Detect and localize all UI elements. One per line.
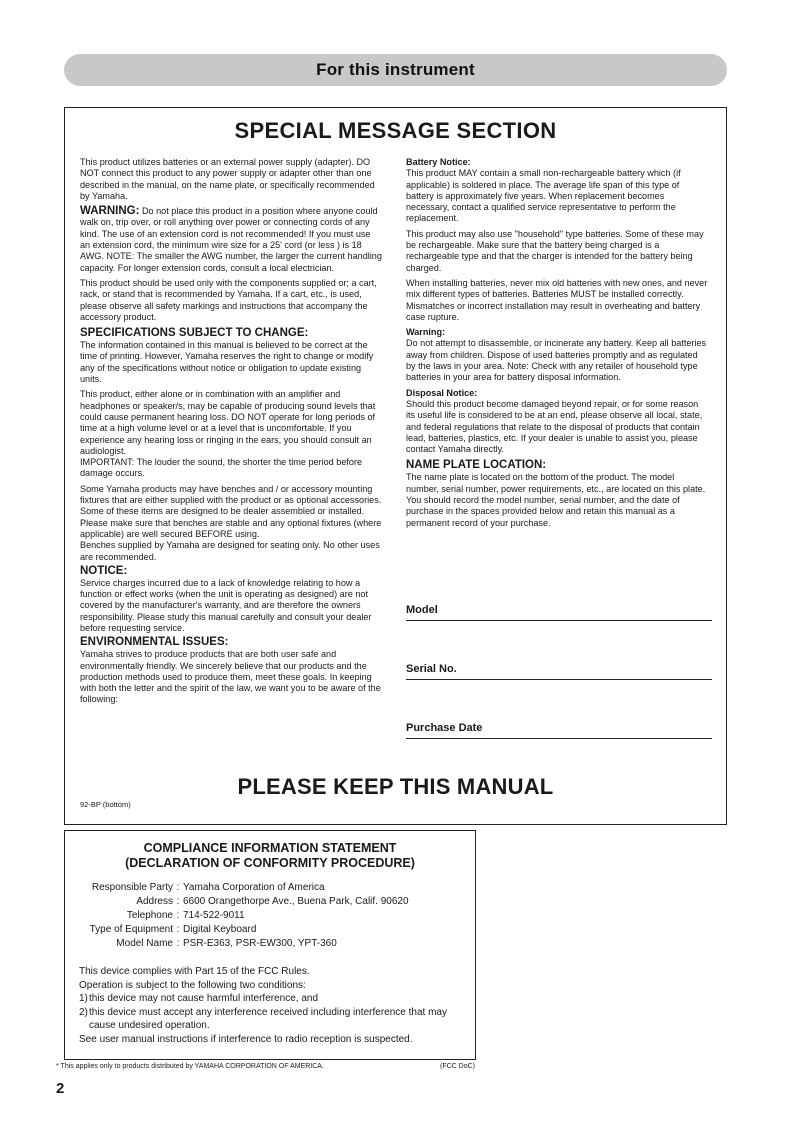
benches-paragraph-2: Benches supplied by Yamaha are designed for seating only. No other uses are recommended. bbox=[80, 540, 380, 562]
notice-heading: NOTICE: bbox=[80, 564, 128, 577]
condition-text: this device must accept any interference received including interference that may cause undesired operation. bbox=[89, 1006, 447, 1031]
fcc-line: This device complies with Part 15 of the FCC Rules. bbox=[79, 966, 310, 977]
info-value: Yamaha Corporation of America bbox=[183, 882, 325, 893]
section-banner: For this instrument bbox=[64, 54, 727, 86]
info-value: 714-522-9011 bbox=[183, 910, 245, 921]
environmental-paragraph: Yamaha strives to produce products that are both user safe and environmentally friendly. We sincerely believe that our products and the production methods used to produce them, meet these goals. In keeping with both the letter and the spirit of the law, we want you to be aware of the following: bbox=[80, 649, 381, 705]
condition-item bbox=[79, 992, 465, 1006]
hearing-paragraph: This product, either alone or in combination with an amplifier and headphones or speaker/s, may be capable of producing sound levels that could cause permanent hearing loss. DO NOT operate for long periods of time at a high volume level or at a level that is uncomfortable. If you experience any hearing loss or ringing in the ears, you should consult an audiologist. bbox=[80, 389, 376, 456]
battery-warning-heading: Warning: bbox=[406, 327, 446, 338]
serial-number-field[interactable] bbox=[406, 663, 712, 680]
components-paragraph: This product should be used only with the components supplied or; a cart, rack, or stand that is recommended by Yamaha. If a cart, etc., is used, please observe all safety markings and instructions that accompany the accessory product. bbox=[80, 277, 377, 322]
important-paragraph: IMPORTANT: The louder the sound, the shorter the time period before damage occurs. bbox=[80, 457, 363, 479]
fcc-line: Operation is subject to the following two conditions: bbox=[79, 979, 306, 991]
warning-label: WARNING: bbox=[80, 205, 140, 218]
battery-notice-paragraph: This product MAY contain a small non-rechargeable battery which (if applicable) is soldered in place. The average life span of this type of battery is approximately five years. When replacement becomes necessary, contact a qualified service representative to perform the replacement. bbox=[406, 168, 681, 224]
compliance-box bbox=[64, 830, 476, 1060]
model-field[interactable] bbox=[406, 604, 712, 621]
spec-paragraph: The information contained in this manual is believed to be correct at the time of printing. However, Yamaha reserves the right to change or modify any of the specifications without notice or obligation to update existing units. bbox=[80, 340, 374, 385]
compliance-title bbox=[65, 841, 475, 871]
right-column bbox=[406, 157, 709, 533]
spec-heading: SPECIFICATIONS SUBJECT TO CHANGE: bbox=[80, 327, 309, 340]
info-label: Responsible Party bbox=[91, 882, 173, 893]
condition-text: this device may not cause harmful interference, and bbox=[89, 993, 319, 1004]
serial-label: Serial No. bbox=[406, 663, 457, 675]
info-row: Model Name : PSR-E363, PSR-EW300, YPT-360 bbox=[77, 937, 409, 951]
battery-warning-paragraph: Do not attempt to disassemble, or incinerate any battery. Keep all batteries away from children. Dispose of used batteries promptly and as regulated by the laws in your area. Note: Check with any retailer of household type batteries in your area for battery disposal information. bbox=[406, 338, 707, 383]
info-row: Telephone : 714-522-9011 bbox=[77, 909, 409, 923]
environmental-heading: ENVIRONMENTAL ISSUES: bbox=[80, 636, 229, 649]
household-battery-paragraph: This product may also use "household" type batteries. Some of these may be rechargeable. Make sure that the battery being charged is a rechargeable type and that the charger is intended for the battery being charged. bbox=[406, 228, 704, 273]
reference-code: 92-BP (bottom) bbox=[80, 800, 131, 809]
fcc-line: See user manual instructions if interference to radio reception is suspected. bbox=[79, 1033, 413, 1045]
info-value: Digital Keyboard bbox=[183, 924, 257, 935]
compliance-title-line-2: (DECLARATION OF CONFORMITY PROCEDURE) bbox=[125, 856, 415, 870]
purchase-date-label: Purchase Date bbox=[406, 722, 483, 734]
condition-number: 2) bbox=[79, 1006, 88, 1018]
info-row: Type of Equipment : Digital Keyboard bbox=[77, 923, 409, 937]
footnote-doc: (FCC DoC) bbox=[440, 1063, 475, 1070]
special-message-box bbox=[64, 107, 727, 825]
warning-paragraph bbox=[80, 206, 383, 274]
disposal-paragraph: Should this product become damaged beyond repair, or for some reason its useful life is considered to be at an end, please observe all local, state, and federal regulations that relate to the disposal of products that contain lead, batteries, plastics, etc. If your dealer is unable to assist you, please contact Yamaha directly. bbox=[406, 398, 703, 455]
special-message-title: SPECIAL MESSAGE SECTION bbox=[234, 118, 557, 143]
name-plate-paragraph: The name plate is located on the bottom of the product. The model number, serial number, power requirements, etc., are located on this plate. You should record the model number, serial number, and the date of purchase in the spaces provided below and retain this manual as a permanent record of your purchase. bbox=[406, 472, 706, 528]
benches-paragraph: Some Yamaha products may have benches and / or accessory mounting fixtures that are either supplied with the product or as optional accessories. Some of these items are designed to be dealer assembled or installed. Please make sure that benches are stable and any optional fixtures (where applicable) are well secured BEFORE using. bbox=[80, 483, 382, 539]
left-column bbox=[80, 157, 383, 710]
name-plate-heading: NAME PLATE LOCATION: bbox=[406, 459, 547, 472]
info-label: Model Name bbox=[116, 938, 173, 949]
footnote bbox=[56, 1063, 475, 1070]
condition-number: 1) bbox=[79, 993, 88, 1004]
info-label: Telephone bbox=[126, 910, 173, 921]
notice-paragraph: Service charges incurred due to a lack of knowledge relating to how a function or effect works (when the unit is operating as designed) are not covered by the manufacturer's warranty, and are therefore the owners responsibility. Please study this manual carefully and consult your dealer before requesting service. bbox=[80, 577, 372, 633]
info-value: PSR-E363, PSR-EW300, YPT-360 bbox=[183, 938, 337, 949]
info-value: 6600 Orangethorpe Ave., Buena Park, Calif. 90620 bbox=[183, 896, 409, 907]
battery-notice-heading: Battery Notice: bbox=[406, 157, 471, 167]
page-number: 2 bbox=[56, 1080, 65, 1097]
purchase-date-field[interactable] bbox=[406, 722, 712, 739]
condition-item bbox=[79, 1006, 465, 1033]
fcc-statement bbox=[79, 965, 465, 1046]
compliance-info bbox=[77, 881, 409, 951]
info-label: Type of Equipment bbox=[89, 924, 173, 935]
info-row: Address : 6600 Orangethorpe Ave., Buena Park, Calif. 90620 bbox=[77, 895, 409, 909]
disposal-heading: Disposal Notice: bbox=[406, 387, 478, 398]
power-supply-paragraph: This product utilizes batteries or an external power supply (adapter). DO NOT connect this product to any power supply or adapter other than one described in the manual, on the name plate, or specifically recommended by Yamaha. bbox=[80, 157, 375, 201]
warning-text: Do not place this product in a position where anyone could walk on, trip over, or roll anything over power or connecting cords of any kind. The use of an extension cord is not recommended! If you must use an extension cord, the minimum wire size for a 25' cord (or less ) is 18 AWG. NOTE: The smaller the AWG number, the larger the current handling capacity. For longer extension cords, consult a local electrician. bbox=[80, 206, 382, 273]
info-label: Address bbox=[136, 896, 173, 907]
footnote-text: * This applies only to products distributed by YAMAHA CORPORATION OF AMERICA. bbox=[56, 1063, 324, 1070]
model-label: Model bbox=[406, 604, 438, 616]
info-row: Responsible Party : Yamaha Corporation of America bbox=[77, 881, 409, 895]
keep-manual-heading: PLEASE KEEP THIS MANUAL bbox=[237, 774, 554, 799]
compliance-title-line-1: COMPLIANCE INFORMATION STATEMENT bbox=[143, 841, 397, 855]
battery-install-paragraph: When installing batteries, never mix old batteries with new ones, and never mix different types of batteries. Batteries MUST be installed correctly. Mismatches or incorrect installation may result in overheating and battery case rupture. bbox=[406, 277, 708, 322]
